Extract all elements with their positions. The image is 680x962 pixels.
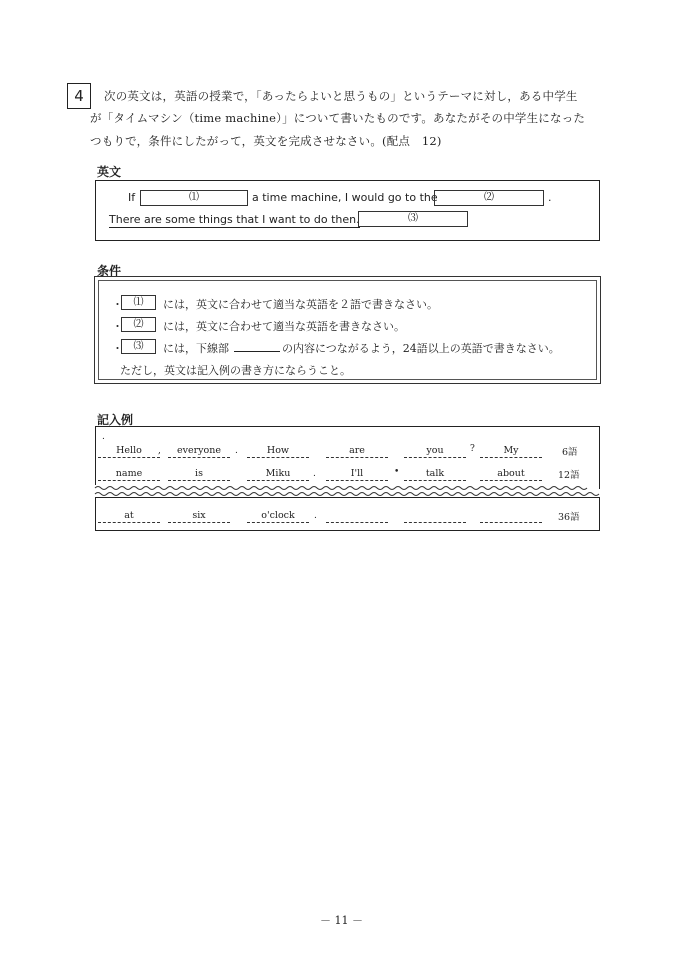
example-punct: • [394, 467, 400, 477]
blank-2[interactable]: ⑵ [434, 190, 544, 206]
example-word [480, 509, 542, 523]
example-word: Miku [247, 467, 309, 481]
blank-1[interactable]: ⑴ [140, 190, 248, 206]
condition-text-2: には，英文に合わせて適当な英語を書きなさい。 [163, 320, 405, 333]
if-text: If [128, 191, 136, 204]
example-word: How [247, 444, 309, 458]
page-number: － 11 － [320, 914, 363, 927]
example-word [326, 509, 388, 523]
condition-bullet-1: ・ [112, 298, 123, 311]
example-word: talk [404, 467, 466, 481]
example-word: My [480, 444, 542, 458]
example-word: Hello [98, 444, 160, 458]
example-word [404, 509, 466, 523]
condition-text-3b: の内容につながるよう，24語以上の英語で書きなさい。 [282, 342, 560, 355]
example-word: everyone [168, 444, 230, 458]
example-punct: . [314, 511, 317, 521]
example-word: o'clock [247, 509, 309, 523]
example-word: at [98, 509, 160, 523]
condition-note: ただし，英文は記入例の書き方にならうこと。 [120, 364, 351, 377]
question-text-line-2: が「タイムマシン（time machine）」について書いたものです。あなたがその中学生になった [90, 111, 586, 125]
example-word: I'll [326, 467, 388, 481]
condition-bullet-3: ・ [112, 342, 123, 355]
underline-blank [234, 351, 280, 352]
underlined-sentence: There are some things that I want to do then. [109, 213, 360, 226]
example-count: 6語 [562, 447, 578, 458]
example-dot: . [102, 432, 105, 442]
eibun-label: 英文 [97, 165, 122, 179]
period: . [548, 191, 552, 204]
condition-blank-2: ⑵ [121, 317, 156, 332]
example-punct: ? [470, 444, 475, 454]
example-word: is [168, 467, 230, 481]
example-count: 36語 [558, 512, 580, 523]
question-number: 4 [67, 83, 91, 109]
example-punct: . [313, 469, 316, 479]
example-word: are [326, 444, 388, 458]
example-count: 12語 [558, 470, 580, 481]
condition-bullet-2: ・ [112, 320, 123, 333]
example-punct: . [235, 446, 238, 456]
middle-text: a time machine, I would go to the [252, 191, 438, 204]
question-text-line-3: つもりで，条件にしたがって，英文を完成させなさい。(配点 12) [90, 134, 442, 148]
example-word: about [480, 467, 542, 481]
example-label: 記入例 [97, 413, 134, 427]
wave-separator [94, 485, 600, 497]
jouken-label: 条件 [97, 264, 122, 278]
condition-text-3a: には，下線部 [163, 342, 229, 355]
condition-blank-1: ⑴ [121, 295, 156, 310]
example-word: six [168, 509, 230, 523]
question-text-line-1: 次の英文は，英語の授業で，「あったらよいと思うもの」というテーマに対し，ある中学生 [104, 89, 578, 103]
example-word: you [404, 444, 466, 458]
condition-text-1: には，英文に合わせて適当な英語を２語で書きなさい。 [163, 298, 438, 311]
example-word: name [98, 467, 160, 481]
example-punct: , [158, 446, 161, 456]
condition-blank-3: ⑶ [121, 339, 156, 354]
blank-3[interactable]: ⑶ [358, 211, 468, 227]
